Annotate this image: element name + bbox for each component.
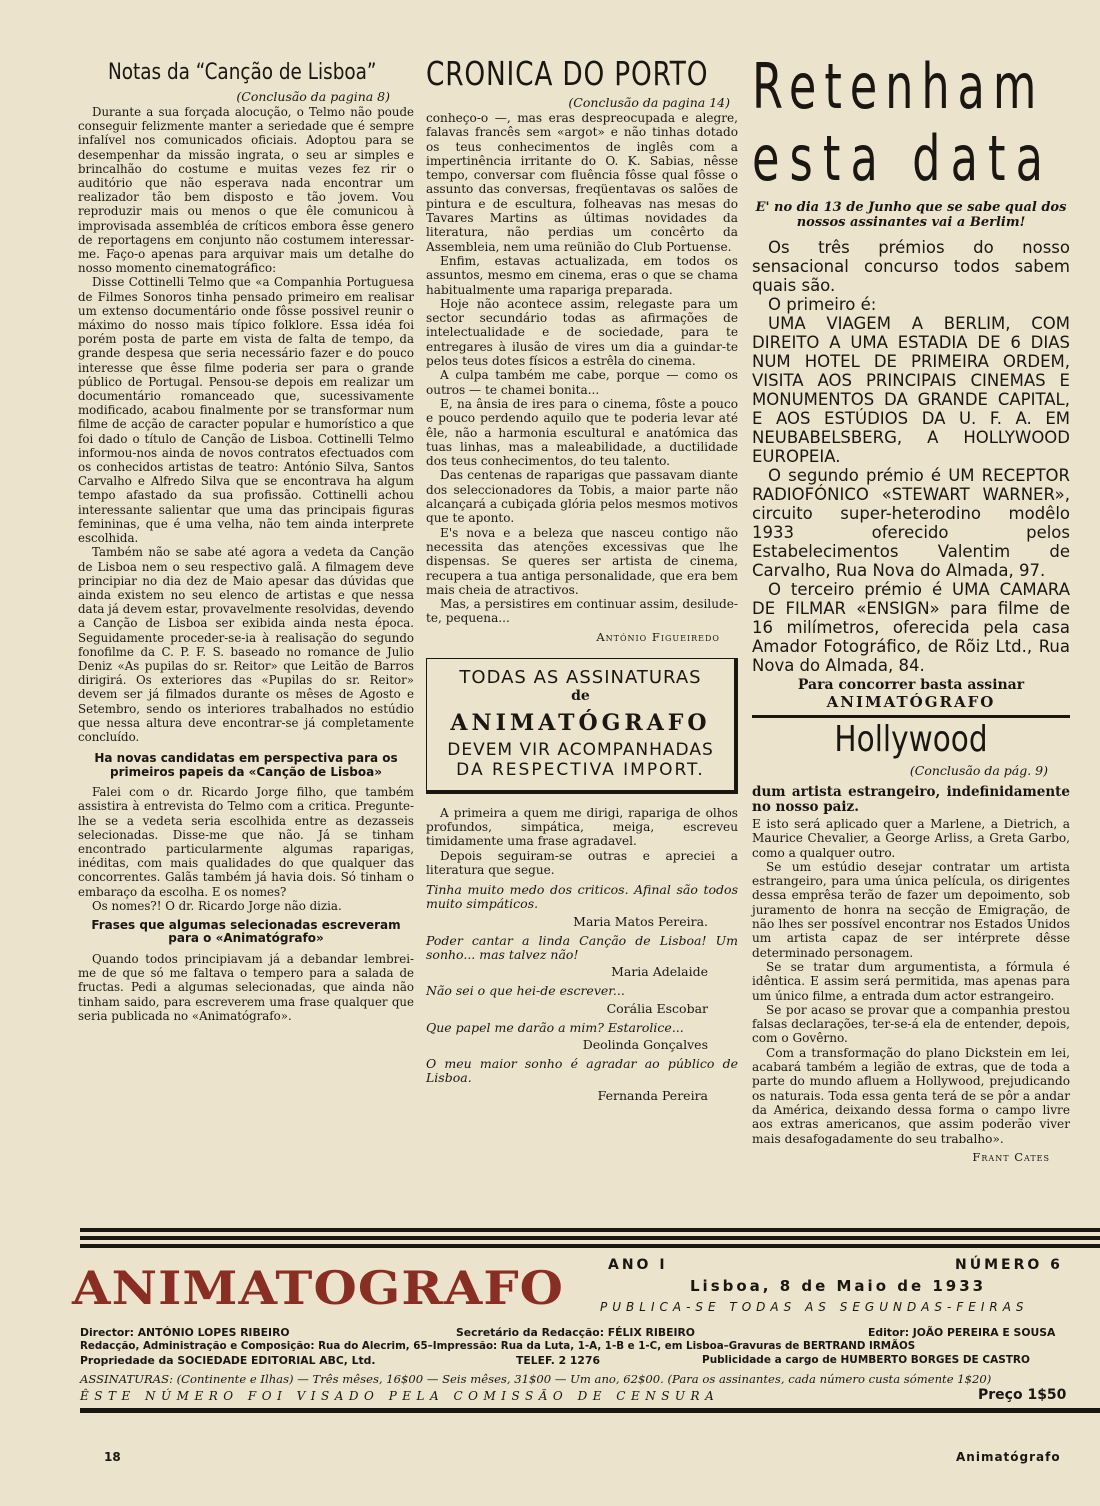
prize-description: UMA VIAGEM A BERLIM, COM DIREITO A UMA ESTADIA DE 6 DIAS NUM HOTEL DE PRIMEIRA ORDEM, VISITA AOS PRINCIPAIS CINEMAS E MONUMENTOS DA GRANDE CAPITAL, E AOS ESTÚDIOS DA U. F. A. EM NEUBABELSBERG, A HOLLYWOOD EUROPEIA.	[752, 314, 1070, 466]
masthead-rule	[80, 1228, 1100, 1232]
conclusion-note: (Conclusão da pág. 9)	[909, 763, 1048, 778]
author-signature: António Figueiredo	[596, 629, 720, 644]
footer-publication: Animatógrafo	[956, 1450, 1061, 1464]
paragraph: Também não se sabe até agora a vedeta da Canção de Lisboa nem o seu respectivo galã. A filmagem deve principiar no dia dez de Maio apesar das dúvidas que ainda existem no seu elenco de artistas e que nessa data já devem estar, provavelmente resolvidas, devendo a Canção de Lisboa ser exibida ainda nesta época. Seguidamente proceder-se-ia à realisação do segundo fonofilme da C. P. F. S. baseado no romance de Julio Deniz «As pupilas do sr. Reitor» que Leitão de Barros dirigirá. Os exteriores das «Pupilas do sr. Reitor» devem ser já filmados durante os mêses de Agosto e Setembro, sendo os interiores trabalhados no estúdio que nessa altura deve encontrar-se já completamente concluído.	[78, 545, 414, 744]
prize-description: O terceiro prémio é UMA CAMARA DE FILMAR «ENSIGN» para filme de 16 milímetros, oferecida pela casa Amador Fotográfico, de Rõiz Ltd., Rua Nova do Almada, 84.	[752, 580, 1070, 675]
quote-author: Maria Matos Pereira.	[573, 913, 708, 929]
quote-author: Deolinda Gonçalves	[582, 1036, 708, 1052]
paragraph: Se se tratar dum argumentista, a fórmula é idêntica. E assim será permitida, mas apenas para um único filme, a entrada dum actor estrangeiro.	[752, 959, 1070, 1003]
subheading: Frases que algumas selecionadas escreveram para o «Animatógrafo»	[91, 917, 401, 946]
paragraph: Se por acaso se provar que a companhia prestou falsas declarações, ter-se-á ela de entender, depois, com o Govêrno.	[752, 1002, 1070, 1046]
page-number: 18	[104, 1450, 121, 1464]
masthead-rule	[80, 1408, 1100, 1413]
conclusion-note: (Conclusão da pagina 14)	[568, 95, 730, 110]
headline-esta-data: esta data	[752, 122, 1054, 195]
paragraph: Mas, a persistires em continuar assim, desilude-te, pequena...	[426, 597, 738, 626]
paragraph: Enfim, estavas actualizada, em todos os assuntos, mesmo em cinema, eras o que se chama habitualmente uma rapariga preparada.	[426, 253, 738, 297]
column-retenham	[752, 50, 1070, 1164]
paragraph: Durante a sua forçada alocução, o Telmo não poude conseguir felizmente manter a seriedade que é sempre infalível nos comunicados oficiais. Adoptou para se desempenhar da missão ingrata, o seu ar simples e brincalhão do costume e muitas vezes fez rir o auditório que não esperava nada encontrar um realizador tão bem disposto e tão jovem. Vou reproduzir mais ou menos o que êle comunicou à improvisada assembléa de críticos embora êsse genero de reportagens em conjunto não costumem interessar-me. Faço-o apenas para arquivar mais um detalhe do nosso momento cinematográfico:	[78, 105, 414, 276]
paragraph: Falei com o dr. Ricardo Jorge filho, que também assistira à entrevista do Telmo com a critica. Pregunte-lhe se a vedeta seria escolhida entre as dezasseis selecionadas. Disse-me que não. Já se tinham encontrado particularmente algumas raparigas, inéditas, com mais qualidades do que qualquer das concorrentes. Galãs também já havia dois. Só tinham o embaraço da escolha. E os nomes?	[78, 785, 414, 899]
masthead-advertising: Publicidade a cargo de HUMBERTO BORGES DE CASTRO	[702, 1354, 1030, 1366]
column-notas	[78, 50, 414, 1023]
subscription-notice-box	[426, 658, 738, 794]
censorship-note: ÊSTE NÚMERO FOI VISADO PELA COMISSÃO DE CENSURA	[80, 1389, 720, 1403]
masthead-logo: ANIMATOGRAFO	[72, 1261, 565, 1315]
quote-author: Corália Escobar	[606, 1000, 708, 1016]
masthead-rule	[80, 1236, 1100, 1240]
paragraph: conheço-o —, mas eras despreocupada e alegre, falavas francês sem «argot» e não tinhas dotado os teus conhecimentos de inglês com a impertinência irritante do O. K. Sabias, nêsse tempo, conversar com fluência fôsse qual fôsse o assunto das conversas, freqüentavas os salões de pintura e de escultura, folheavas nas mesas do Tavares Martins as últimas novidades da literatura, não perdias um concêrto da Assembleia, nem uma reünião do Club Portuense.	[426, 111, 738, 254]
paragraph: Os nomes?! O dr. Ricardo Jorge não dizia.	[92, 898, 342, 913]
box-line: ANIMATÓGRAFO	[450, 709, 711, 736]
masthead-phone: TELEF. 2 1276	[516, 1354, 600, 1367]
article-title-hollywood: Hollywood	[834, 719, 988, 760]
paragraph: Das centenas de raparigas que passavam diante dos seleccionadores da Tobis, a maior parte não alcançará a cubiçada glória pelos mesmos motivos que te aponto.	[426, 468, 738, 526]
paragraph: A primeira a quem me dirigi, rapariga de olhos profundos, simpática, meiga, escreveu timidamente uma frase agradavel.	[426, 805, 738, 849]
paragraph: Com a transformação do plano Dickstein em lei, acabará também a legião de extras, que de toda a parte do mundo afluem a Hollywood, prejudicando os naturais. Toda essa genta terá de se pôr a andar da América, deixando dessa forma o campo livre aos extras americanos, que assim poderão viver mais desafogadamente do seu trabalho».	[752, 1045, 1070, 1146]
article-title-notas: Notas da “Canção de Lisboa”	[108, 60, 377, 85]
masthead-year: ANO I	[608, 1257, 668, 1273]
masthead-address: Redacção, Administração e Composição: Rua do Alecrim, 65–Impressão: Rua da Luta, 1-A, 1-B e 1-C, em Lisboa–Gravuras de BERTRAND IRMÃOS	[80, 1340, 916, 1352]
headline-retenham: Retenham	[752, 50, 1045, 123]
masthead-director: Director: ANTÓNIO LOPES RIBEIRO	[80, 1326, 290, 1339]
quote-text: Poder cantar a linda Canção de Lisboa! Um sonho... mas talvez não!	[426, 932, 738, 963]
paragraph: Quando todos principiavam já a debandar lembrei-me de que só me faltava o tempero para a salada de fructas. Pedi a algumas selecionadas, que ainda não tinham saido, para escreverem uma frase qualquer que seria publicada no «Animatógrafo».	[78, 951, 414, 1023]
subheading: Ha novas candidatas em perspectiva para os primeiros papeis da «Canção de Lisboa»	[94, 751, 398, 779]
paragraph: Depois seguiram-se outras e apreciei a literatura que segue.	[426, 848, 738, 877]
author-signature: Frant Cates	[972, 1149, 1050, 1164]
cta-line: Para concorrer basta assinar	[797, 677, 1025, 693]
masthead-editor: Editor: JOÃO PEREIRA E SOUSA	[868, 1326, 1056, 1339]
cta-publication: ANIMATÓGRAFO	[826, 693, 996, 711]
paragraph: Disse Cottinelli Telmo que «a Companhia Portuguesa de Filmes Sonoros tinha pensado primeiro em realisar um extenso documentário onde fôsse possivel reunir o máximo do nosso mais típico folklore. Essa idéa foi porém posta de parte em vista de falta de tempo, da grande despesa que seria necessário fazer e do pouco interesse que êsse filme poderia ser para o grande público de Portugal. Pensou-se depois em realizar um documentário romanceado que, sucessivamente modificado, acabou finalmente por se transformar num filme de acção de caracter popular e humorístico a que foi dado o título de Canção de Lisboa. Cottinelli Telmo informou-nos ainda de novos contratos efectuados com os conhecidos artistas de teatro: António Silva, Santos Carvalho e Alfredo Silva que se encontrava ha algum tempo afastado da sua profissão. Cottinelli achou interessante salientar que uma das principais figuras femininas, que é uma velha, não tem ainda interprete escolhida.	[78, 275, 414, 546]
masthead-rule	[80, 1244, 1100, 1248]
quote-text: Que papel me darão a mim? Estarolice...	[426, 1019, 684, 1035]
masthead-owner: Propriedade da SOCIEDADE EDITORIAL ABC, Ltd.	[80, 1354, 376, 1367]
quote-text: Tinha muito medo dos criticos. Afinal são todos muito simpáticos.	[426, 882, 738, 912]
quote-text: Não sei o que hei-de escrever...	[426, 983, 625, 999]
prize-description: O segundo prémio é UM RECEPTOR RADIOFÓNICO «STEWART WARNER», circuito super-heterodino modêlo 1933 oferecido pelos Estabelecimentos Valentim de Carvalho, Rua Nova do Almada, 97.	[752, 466, 1070, 580]
paragraph: Se um estúdio desejar contratar um artista estrangeiro, para uma única película, os dirigentes dessa emprêsa terão de fazer um depoimento, sob juramento de honra na secção de Emigração, de não lhes ser possível encontrar nos Estados Unidos um artista capaz de ser intérprete dêsse determinado personagem.	[752, 859, 1070, 960]
paragraph: Os três prémios do nosso sensacional concurso todos sabem quais são.	[752, 238, 1070, 295]
masthead-date: Lisboa, 8 de Maio de 1933	[690, 1277, 987, 1295]
paragraph: Hoje não acontece assim, relegaste para um sector secundário todas as afirmações de intelectualidade e de sociedade, para te entregares à ilusão de vires um dia a guindar-te pelos teus dotes físicos a estrêla do cinema.	[426, 296, 738, 369]
box-line: DA RESPECTIVA IMPORT.	[456, 759, 705, 780]
paragraph: E, na ânsia de ires para o cinema, fôste a pouco e pouco perdendo aquilo que te poderia levar até êle, não a harmonia escultural e anatómica das tuas linhas, mas a maleabilidade, a ductilidade dos teus conhecimentos, do teu talento.	[426, 396, 738, 469]
quote-author: Fernanda Pereira	[597, 1087, 708, 1103]
paragraph: E's nova e a beleza que nasceu contigo não necessita das atenções excessivas que lhe dispensas. Se queres ser artista de cinema, recupera a tua antiga personalidade, que era bem mais cheia de atractivos.	[426, 525, 738, 597]
box-line: DEVEM VIR ACOMPANHADAS	[447, 739, 714, 760]
box-line: TODAS AS ASSINATURAS	[459, 666, 702, 688]
lead-text: E' no dia 13 de Junho que se sabe qual dos nossos assinantes vai a Berlim!	[755, 200, 1067, 230]
paragraph: E isto será aplicado quer a Marlene, a Dietrich, a Maurice Chevalier, a George Arliss, a Greta Garbo, como a qualquer outro.	[752, 817, 1070, 860]
conclusion-note: (Conclusão da pagina 8)	[236, 89, 390, 104]
subscription-prices: ASSINATURAS: (Continente e Ilhas) — Três mêses, 16$00 — Seis mêses, 31$00 — Um ano, 62$00. (Para os assinantes, cada número custa sómente 1$20)	[80, 1372, 992, 1386]
masthead-frequency: PUBLICA-SE TODAS AS SEGUNDAS-FEIRAS	[600, 1300, 1029, 1314]
column-cronica	[426, 50, 738, 1108]
paragraph: A culpa também me cabe, porque — como os outros — te chamei bonita...	[426, 368, 738, 397]
paragraph: O primeiro é:	[768, 295, 877, 314]
issue-price: Preço 1$50	[978, 1387, 1067, 1403]
lead-text: dum artista estrangeiro, indefinidamente no nosso paiz.	[752, 784, 1070, 815]
quote-text: O meu maior sonho é agradar ao público de Lisboa.	[426, 1055, 738, 1086]
masthead-secretary: Secretário da Redacção: FÉLIX RIBEIRO	[456, 1326, 695, 1339]
article-title-cronica: CRONICA DO PORTO	[426, 54, 709, 93]
masthead-issue-number: NÚMERO 6	[955, 1257, 1063, 1273]
quote-author: Maria Adelaide	[611, 964, 708, 980]
box-line: de	[571, 687, 590, 704]
